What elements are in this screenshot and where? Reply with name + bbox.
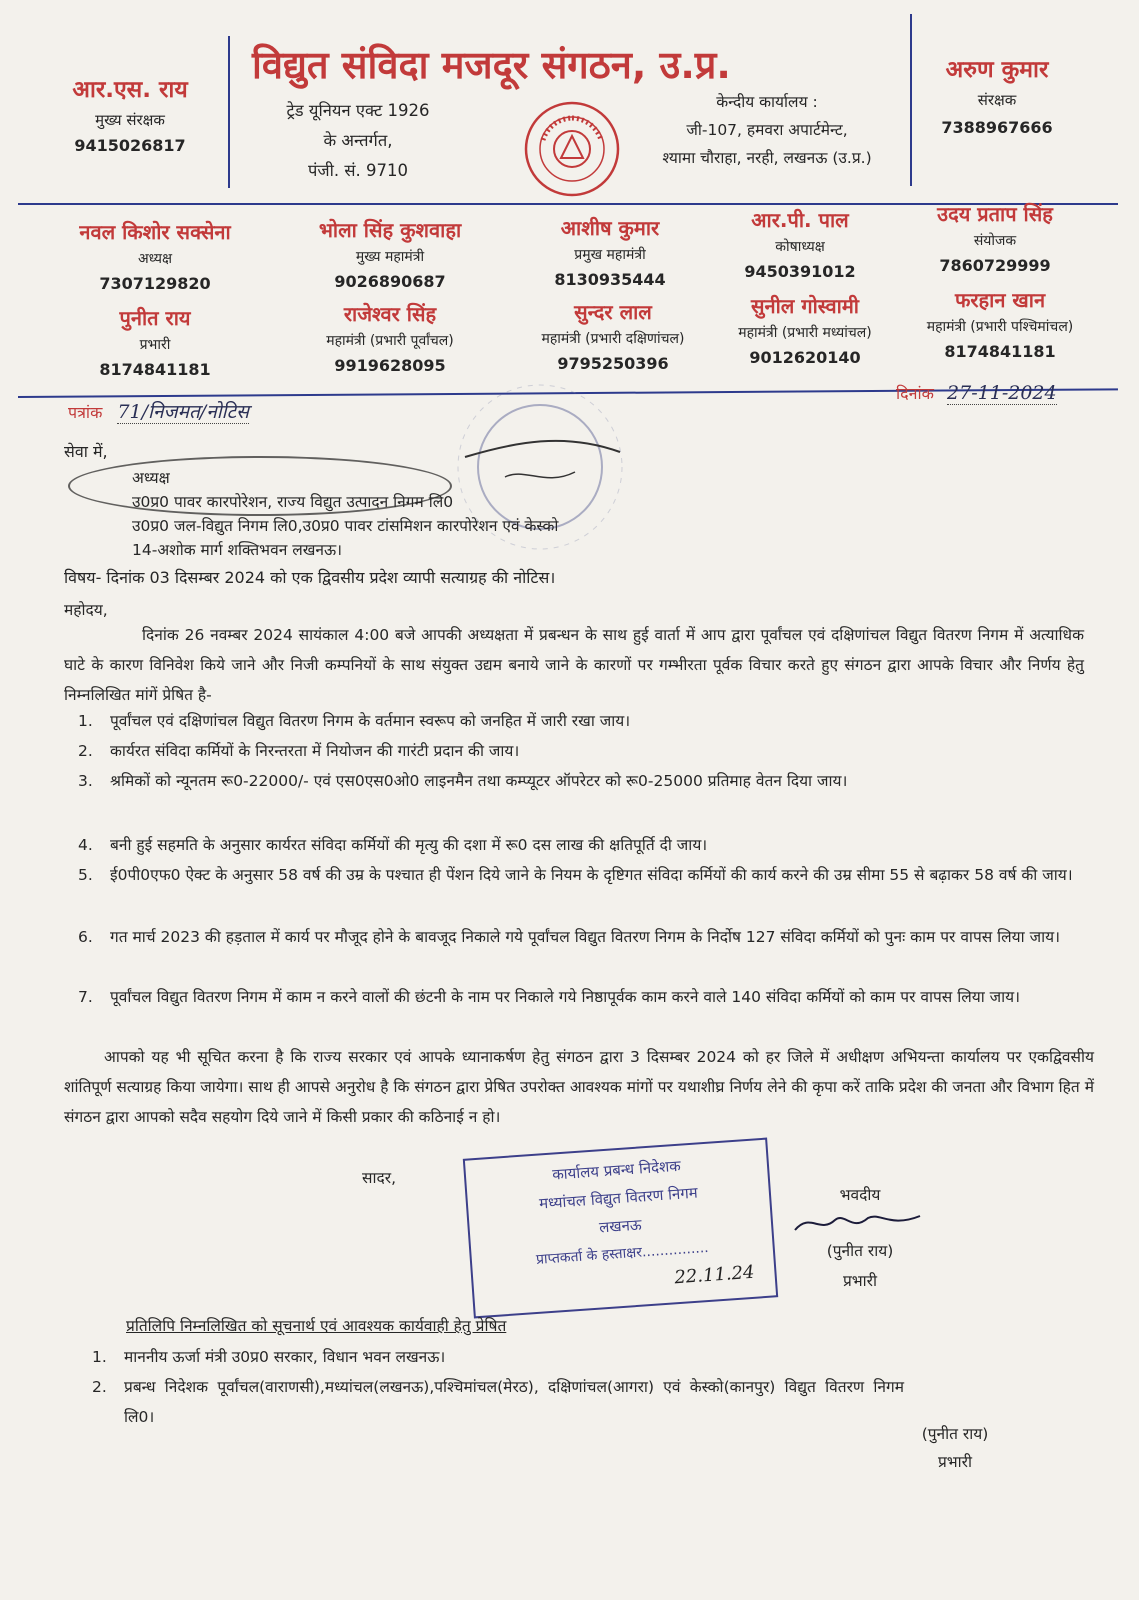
org-title: विद्युत संविदा मजदूर संगठन, उ.प्र. [252,43,731,87]
addressee-line-1: अध्यक्ष [132,469,170,487]
addressee-line-3: उ0प्र0 जल-विद्युत निगम लि0,उ0प्र0 पावर टांसमिशन कारपोरेशन एवं केस्को [132,517,559,535]
official-role: संयोजक [973,233,1017,249]
footer-signature-name: (पुनीत राय) [921,1425,989,1443]
date-value: 27-11-2024 [947,382,1057,404]
copy-intro: प्रतिलिपि निम्नलिखित को सूचनार्थ एवं आवश्यक कार्यवाही हेतु प्रेषित [126,1317,507,1335]
official-name: सुन्दर लाल [574,300,652,324]
list-item-text: पूर्वांचल विद्युत वितरण निगम में काम न करने वालों की छंटनी के नाम पर निकाले गये निष्ठापूर्वक काम करने वाले 140 संविदा कर्मियों को काम पर वापस लिया जाय। [110,988,1021,1006]
official-name: पुनीत राय [119,306,191,330]
official-card [508,298,718,373]
official-card [285,300,495,375]
date-row [896,382,1057,404]
official-phone: 8130935444 [554,270,666,289]
office-heading: केन्दीय कार्यालय : [716,93,818,111]
patron-name: आर.एस. राय [72,77,188,103]
official-phone: 9012620140 [749,348,861,367]
list-item-text: प्रबन्ध निदेशक पूर्वांचल(वाराणसी),मध्यांचल(लखनऊ),पश्चिमांचल(मेरठ), दक्षिणांचल(आगरा) एवं केस्को(कानपुर) विद्युत वितरण निगम लि0। [124,1378,904,1426]
closing-paragraph: आपको यह भी सूचित करना है कि राज्य सरकार एवं आपके ध्यानाकर्षण हेतु संगठन द्वारा 3 दिसम्बर 2024 को हर जिले में अधीक्षण अभियन्ता कार्यालय पर एकद्विवसीय शांतिपूर्ण सत्याग्रह किया जायेगा। साथ ही आपसे अनुरोध है कि संगठन द्वारा प्रेषित उपरोक्त आवश्यक मांगों पर यथाशीघ्र निर्णय लेने की कृपा करें ताकि प्रदेश की जनता और विभाग हित में संगठन द्वारा आपको सदैव सहयोग दिये जाने में किसी प्रकार की कठिनाई न हो। [64,1048,1094,1126]
official-phone: 7860729999 [939,256,1051,275]
official-role: कोषाध्यक्ष [775,239,825,255]
official-card [900,286,1100,361]
official-card [285,216,495,291]
official-name: सुनील गोस्वामी [751,294,859,318]
signature-yours: भवदीय [839,1186,881,1204]
registration-number: पंजी. सं. 9710 [307,161,408,180]
guardian-role: संरक्षक [977,91,1017,109]
list-item-text: ई0पी0एफ0 ऐक्ट के अनुसार 58 वर्ष की उम्र के पश्चात ही पेंशन दिये जाने के नियम के दृष्टिगत संविदा कर्मियों की कार्य करने की उम्र सीमा 55 से बढ़ाकर 58 वर्ष की जाय। [110,866,1073,884]
list-item-text: श्रमिकों को न्यूनतम रू0-22000/- एवं एस0एस0ओ0 लाइनमैन तथा कम्प्यूटर ऑपरेटर को रू0-25000 प्रतिमाह वेतन दिया जाय। [110,772,848,790]
date-label: दिनांक [896,384,934,403]
list-item-number: 2. [78,742,93,760]
official-card [510,214,710,289]
addressee-line-4: 14-अशोक मार्ग शक्तिभवन लखनऊ। [132,541,343,559]
trade-union-line-2: के अन्तर्गत, [323,131,393,150]
list-item-text: पूर्वांचल एवं दक्षिणांचल विद्युत वितरण निगम के वर्तमान स्वरूप को जनहित में जारी रखा जाय। [110,712,631,730]
list-item-text: गत मार्च 2023 की हड़ताल में कार्य पर मौजूद होने के बावजूद निकाले गये पूर्वांचल विद्युत वितरण निगम के निर्दोष 127 संविदा कर्मियों को पुनः काम पर वापस लिया जाय। [110,928,1060,946]
ref-row [68,398,249,424]
official-role: अध्यक्ष [137,251,173,267]
official-phone: 8174841181 [944,342,1056,361]
official-card [700,206,900,281]
official-phone: 9026890687 [334,272,446,291]
greeting: महोदय, [64,601,108,619]
official-phone: 9919628095 [334,356,446,375]
trade-union-line-1: ट्रेड यूनियन एक्ट 1926 [286,101,430,120]
signature-name: (पुनीत राय) [826,1242,894,1260]
addressee-block [132,466,558,562]
guardian-name: अरुण कुमार [945,57,1049,83]
signature-title: प्रभारी [842,1272,878,1290]
patron-phone: 9415026817 [74,136,186,155]
official-phone: 9450391012 [744,262,856,281]
official-name: फरहान खान [954,288,1046,312]
official-card [55,218,255,293]
ref-value: 71/निजमत/नोटिस [117,401,249,423]
official-role: प्रभारी [139,337,171,353]
patron-role: मुख्य संरक्षक [95,111,165,129]
official-phone: 7307129820 [99,274,211,293]
official-card [700,292,910,367]
list-item-number: 6. [78,928,93,946]
office-address-2: श्यामा चौराहा, नरही, लखनऊ (उ.प्र.) [662,149,872,167]
subject: विषय- दिनांक 03 दिसम्बर 2024 को एक द्विवसीय प्रदेश व्यापी सत्याग्रह की नोटिस। [64,568,556,587]
official-name: भोला सिंह कुशवाहा [318,218,462,242]
org-seal [523,100,621,198]
addressee-line-2: उ0प्र0 पावर कारपोरेशन, राज्य विद्युत उत्पादन निगम लि0 [132,493,454,511]
list-item-number: 2. [92,1378,107,1396]
signature-block [790,1180,930,1296]
list-item-text: माननीय ऊर्जा मंत्री उ0प्र0 सरकार, विधान भवन लखनऊ। [124,1348,446,1366]
footer-signature-title: प्रभारी [937,1453,973,1471]
list-item-number: 3. [78,772,93,790]
official-name: आर.पी. पाल [751,208,849,232]
list-item-number: 4. [78,836,93,854]
official-card [895,200,1095,275]
official-phone: 8174841181 [99,360,211,379]
official-role: महामंत्री (प्रभारी पश्चिमांचल) [926,319,1074,335]
list-item-number: 1. [92,1348,107,1366]
official-role: मुख्य महामंत्री [355,249,425,265]
office-received-stamp [463,1138,778,1319]
official-name: उदय प्रताप सिंह [937,202,1053,226]
stamp-line-4: प्राप्तकर्ता के हस्ताक्षर............... [535,1239,710,1268]
list-item-number: 7. [78,988,93,1006]
office-address-1: जी-107, हमवरा अपार्टमेन्ट, [686,121,848,139]
official-phone: 9795250396 [557,354,669,373]
official-card [55,304,255,379]
footer-signature [890,1420,1020,1476]
official-name: नवल किशोर सक्सेना [79,220,231,244]
guardian-phone: 7388967666 [941,118,1053,137]
official-role: महामंत्री (प्रभारी दक्षिणांचल) [541,331,685,347]
sadar: सादर, [362,1169,396,1187]
list-item-number: 5. [78,866,93,884]
official-name: राजेश्वर सिंह [343,302,437,326]
stamp-line-3: लखनऊ [598,1215,643,1237]
stamp-line-1: कार्यालय प्रबन्ध निदेशक [551,1156,682,1184]
addressee-salutation: सेवा में, [64,442,108,461]
stamp-line-2: मध्यांचल विद्युत वितरण निगम [538,1183,699,1213]
official-role: प्रमुख महामंत्री [574,247,646,263]
official-role: महामंत्री (प्रभारी पूर्वांचल) [326,333,454,349]
ref-label: पत्रांक [68,403,103,422]
official-role: महामंत्री (प्रभारी मध्यांचल) [738,325,872,341]
official-name: आशीष कुमार [560,216,660,240]
list-item-text: कार्यरत संविदा कर्मियों के निरन्तरता में नियोजन की गारंटी प्रदान की जाय। [110,742,520,760]
list-item-number: 1. [78,712,93,730]
signature-scribble [790,1210,930,1236]
intro-paragraph: दिनांक 26 नवम्बर 2024 सायंकाल 4:00 बजे आपकी अध्यक्षता में प्रबन्धन के साथ हुई वार्ता में आप द्वारा पूर्वांचल एवं दक्षिणांचल विद्युत वितरण निगम में अत्याधिक घाटे के कारण विनिवेश किये जाने और निजी कम्पनियों के साथ संयुक्त उद्यम बनाये जाने के कारणों पर गम्भीरता पूर्वक विचार करते हुए संगठन द्वारा आपके विचार और निर्णय हेतु निम्नलिखित मांगें प्रेषित है- [64,626,1084,704]
stamp-date: 22.11.24 [673,1261,756,1289]
list-item-text: बनी हुई सहमति के अनुसार कार्यरत संविदा कर्मियों की मृत्यु की दशा में रू0 दस लाख की क्षतिपूर्ति दी जाय। [110,836,708,854]
